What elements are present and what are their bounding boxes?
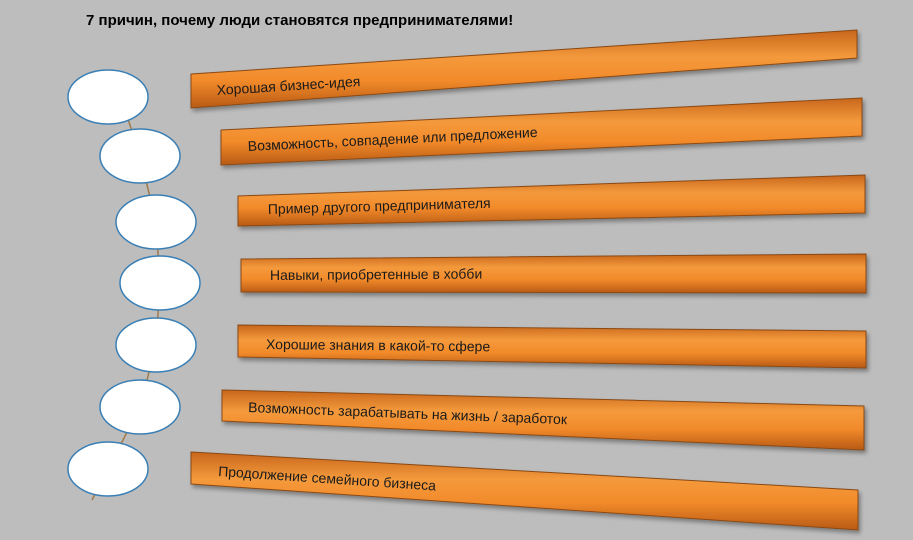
reason-bar bbox=[191, 452, 858, 530]
reason-bar bbox=[221, 98, 862, 165]
bead-circle bbox=[120, 256, 200, 310]
bead-circle bbox=[100, 380, 180, 434]
reason-bar bbox=[241, 254, 866, 293]
reason-bar-shape bbox=[221, 98, 862, 165]
reason-bar-shape bbox=[191, 452, 858, 530]
bead-circle bbox=[116, 318, 196, 372]
reason-bars bbox=[191, 30, 866, 530]
reason-label: Возможность зарабатывать на жизнь / заработок bbox=[247, 399, 568, 428]
bead-circle bbox=[68, 442, 148, 496]
reason-label: Хорошие знания в какой-то сфере bbox=[265, 336, 491, 355]
reason-label: Навыки, приобретенные в хобби bbox=[269, 265, 483, 283]
reason-label: Продолжение семейного бизнеса bbox=[217, 463, 437, 494]
reason-label: Пример другого предпринимателя bbox=[267, 194, 491, 217]
bead-circle bbox=[100, 129, 180, 183]
reason-bar bbox=[222, 390, 864, 450]
reason-label: Хорошая бизнес-идея bbox=[216, 72, 361, 98]
reason-bar bbox=[238, 325, 866, 368]
reason-bar-shape bbox=[191, 30, 857, 108]
bead-circle bbox=[68, 70, 148, 124]
reason-bar bbox=[191, 30, 857, 108]
bead-circles bbox=[68, 70, 200, 496]
page-title: 7 причин, почему люди становятся предпринимателями! bbox=[86, 12, 514, 29]
reason-bar bbox=[238, 175, 865, 226]
reason-label: Возможность, совпадение или предложение bbox=[247, 123, 538, 154]
bead-circle bbox=[116, 195, 196, 249]
